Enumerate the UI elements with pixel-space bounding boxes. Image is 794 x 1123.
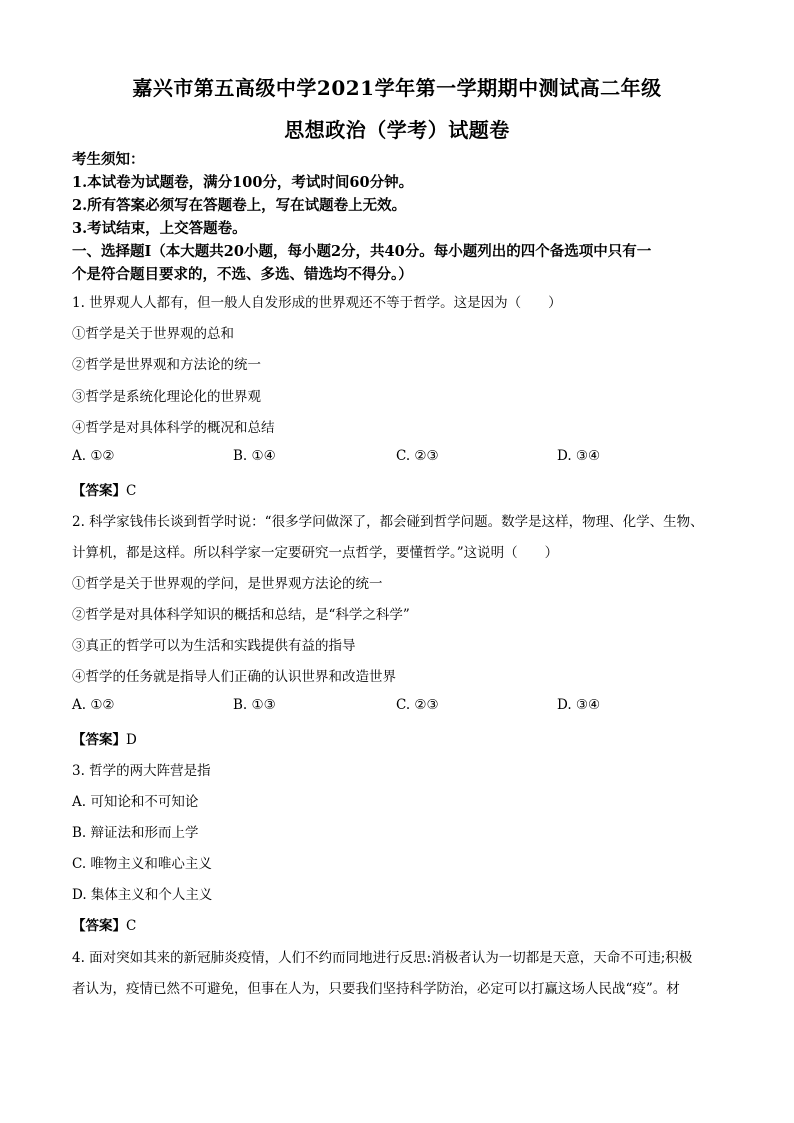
question-4-stem-line-2: 者认为，疫情已然不可避免，但事在人为，只要我们坚持科学防治，必定可以打赢这场人民战“疫”。材 xyxy=(72,981,680,997)
question-1-answer xyxy=(72,479,136,499)
answer-tag: 【答案】 xyxy=(72,483,126,499)
question-3-option-b: B. 辩证法和形而上学 xyxy=(72,825,199,841)
question-3-option-c: C. 唯物主义和唯心主义 xyxy=(72,856,212,872)
question-2-statement-1: ①哲学是关于世界观的学问，是世界观方法论的统一 xyxy=(72,576,383,592)
question-2-statement-3: ③真正的哲学可以为生活和实践提供有益的指导 xyxy=(72,638,356,654)
question-1-option-c: C. ②③ xyxy=(396,448,439,464)
question-3-option-a: A. 可知论和不可知论 xyxy=(72,794,199,810)
question-3-answer xyxy=(72,914,136,934)
notice-item-3: 3.考试结束，上交答题卷。 xyxy=(72,220,247,237)
question-3-option-d: D. 集体主义和个人主义 xyxy=(72,887,213,903)
question-2-statement-4: ④哲学的任务就是指导人们正确的认识世界和改造世界 xyxy=(72,669,396,685)
question-1-statement-2: ②哲学是世界观和方法论的统一 xyxy=(72,357,261,373)
question-1-statement-3: ③哲学是系统化理论化的世界观 xyxy=(72,389,261,405)
title-line-1: 嘉兴市第五高级中学2021学年第一学期期中测试高二年级 xyxy=(132,76,662,100)
answer-tag: 【答案】 xyxy=(72,918,126,934)
question-1-option-b: B. ①④ xyxy=(233,448,276,464)
question-1-stem: 1. 世界观人人都有，但一般人自发形成的世界观还不等于哲学。这是因为（ ） xyxy=(72,295,562,311)
notice-heading: 考生须知： xyxy=(72,151,145,168)
section-heading-line-1: 一、选择题Ⅰ（本大题共20小题，每小题2分，共40分。每小题列出的四个备选项中只有一 xyxy=(72,243,652,260)
notice-item-1: 1.本试卷为试题卷，满分100分，考试时间60分钟。 xyxy=(72,174,414,191)
question-2-statement-2: ②哲学是对具体科学知识的概括和总结，是“科学之科学” xyxy=(72,607,410,623)
section-heading-line-2: 个是符合题目要求的，不选、多选、错选均不得分。） xyxy=(72,266,413,283)
question-2-stem-line-2: 计算机，都是这样。所以科学家一定要研究一点哲学，要懂哲学。”这说明（ ） xyxy=(72,545,559,561)
question-2-option-a: A. ①② xyxy=(72,697,115,713)
question-4-stem-line-1: 4. 面对突如其来的新冠肺炎疫情，人们不约而同地进行反思:消极者认为一切都是天意，天命不可违;积极 xyxy=(72,950,693,966)
question-1-option-a: A. ①② xyxy=(72,448,115,464)
question-1-option-d: D. ③④ xyxy=(557,448,601,464)
question-1-statement-4: ④哲学是对具体科学的概况和总结 xyxy=(72,420,275,436)
question-2-option-d: D. ③④ xyxy=(557,697,601,713)
question-2-stem-line-1: 2. 科学家钱伟长谈到哲学时说：“很多学问做深了，都会碰到哲学问题。数学是这样，物理、化学、生物、 xyxy=(72,514,704,530)
question-2-answer xyxy=(72,728,137,748)
answer-value: C xyxy=(126,483,137,499)
answer-tag: 【答案】 xyxy=(72,732,126,748)
answer-value: D xyxy=(126,732,137,748)
title-line-2: 思想政治（学考）试题卷 xyxy=(284,118,510,142)
question-3-stem: 3. 哲学的两大阵营是指 xyxy=(72,763,211,779)
question-2-option-b: B. ①③ xyxy=(233,697,276,713)
question-2-option-c: C. ②③ xyxy=(396,697,439,713)
question-1-statement-1: ①哲学是关于世界观的总和 xyxy=(72,326,234,342)
answer-value: C xyxy=(126,918,137,934)
notice-item-2: 2.所有答案必须写在答题卷上，写在试题卷上无效。 xyxy=(72,197,407,214)
